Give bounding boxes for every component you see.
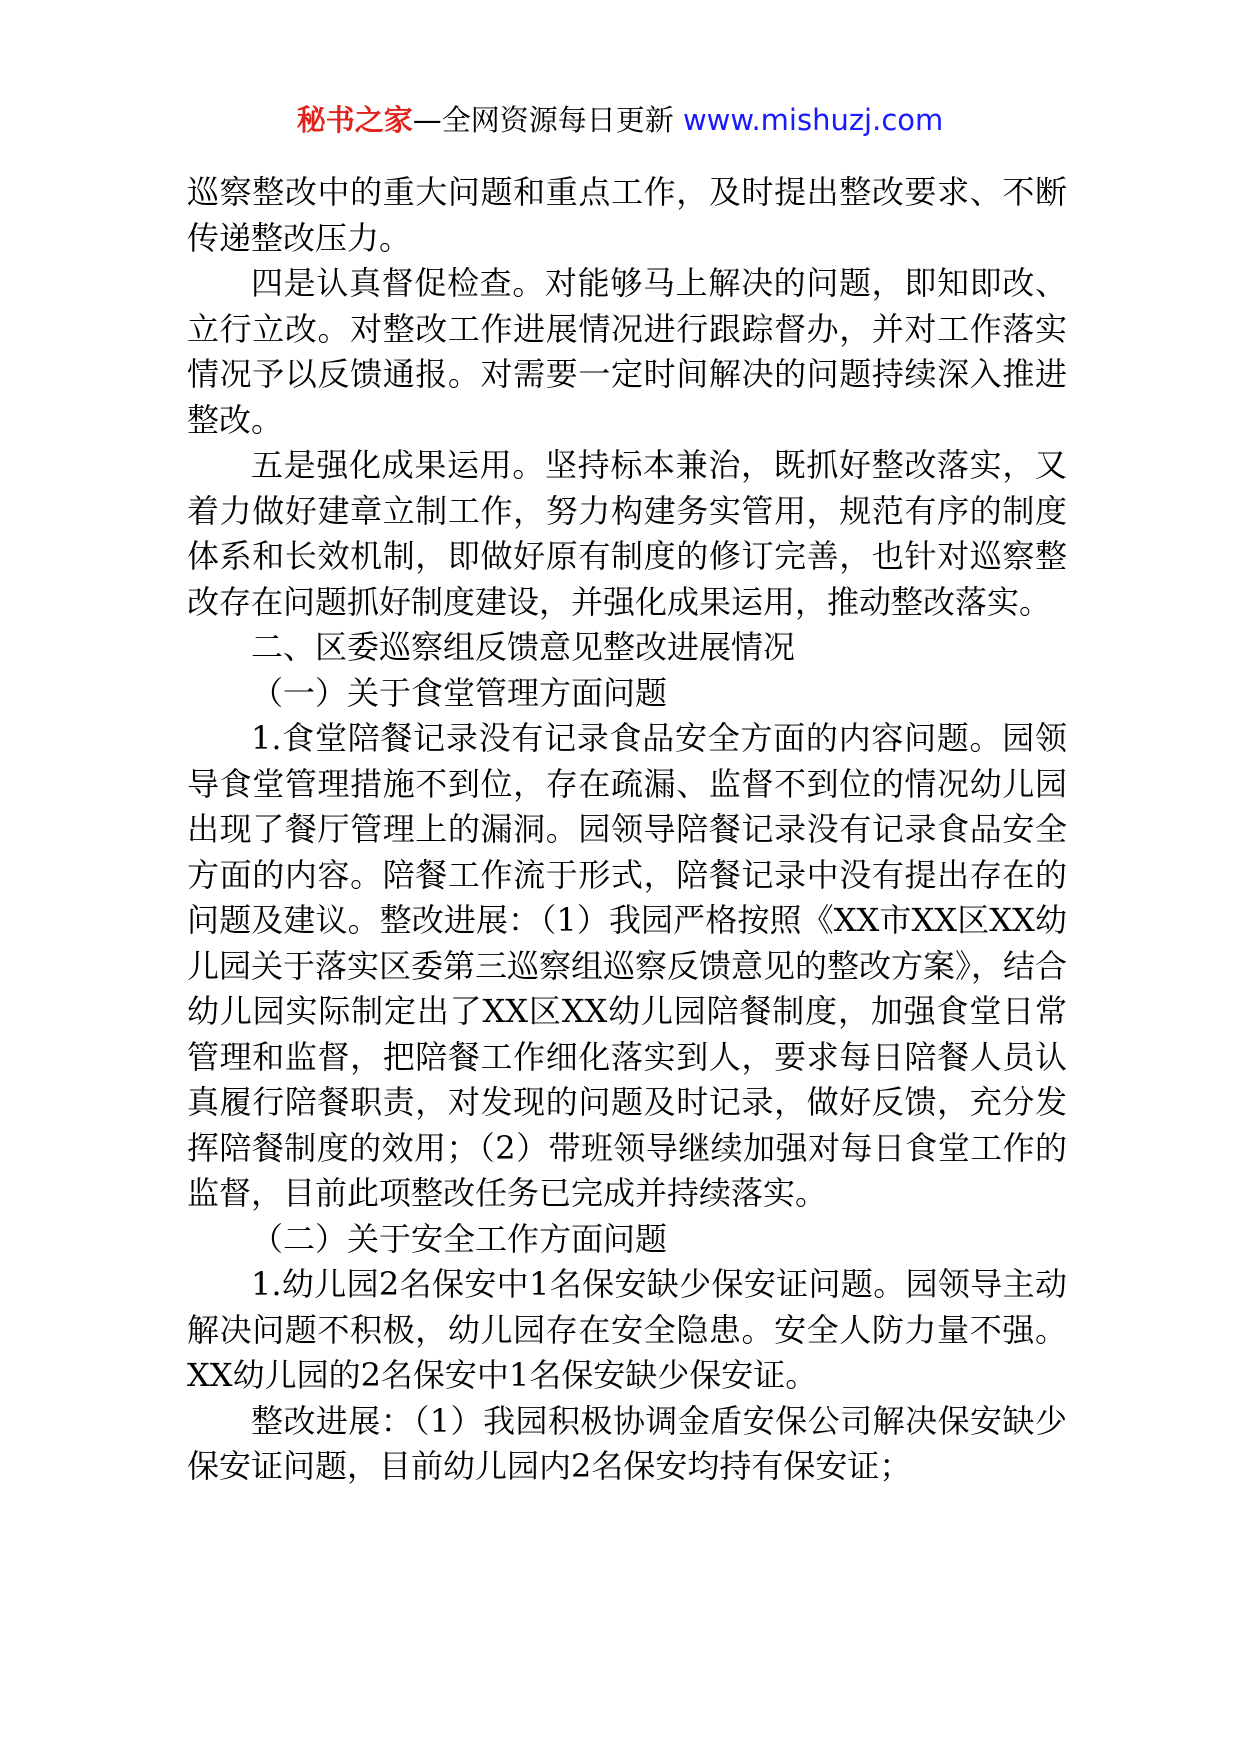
document-body bbox=[187, 170, 1067, 1490]
section-heading-2: 二、区委巡察组反馈意见整改进展情况 bbox=[251, 628, 796, 666]
paragraph-continuation: 巡察整改中的重大问题和重点工作，及时提出整改要求、不断传递整改压力。 bbox=[187, 173, 1067, 257]
paragraph-security-issue: 1.幼儿园2名保安中1名保安缺少保安证问题。园领导主动解决问题不积极，幼儿园存在安全隐患。安全人防力量不强。XX幼儿园的2名保安中1名保安缺少保安证。 bbox=[187, 1265, 1067, 1394]
site-header bbox=[0, 100, 1240, 140]
paragraph-item-4: 四是认真督促检查。对能够马上解决的问题，即知即改、立行立改。对整改工作进展情况进行跟踪督办，并对工作落实情况予以反馈通报。对需要一定时间解决的问题持续深入推进整改。 bbox=[187, 264, 1067, 439]
paragraph-canteen-issue: 1.食堂陪餐记录没有记录食品安全方面的内容问题。园领导食堂管理措施不到位，存在疏漏、监督不到位的情况幼儿园出现了餐厅管理上的漏洞。园领导陪餐记录没有记录食品安全方面的内容。陪餐工作流于形式，陪餐记录中没有提出存在的问题及建议。整改进展：（1）我园严格按照《XX市XX区XX幼儿园关于落实区委第三巡察组巡察反馈意见的整改方案》，结合幼儿园实际制定出了XX区XX幼儿园陪餐制度，加强食堂日常管理和监督，把陪餐工作细化落实到人，要求每日陪餐人员认真履行陪餐职责，对发现的问题及时记录，做好反馈，充分发挥陪餐制度的效用；（2）带班领导继续加强对每日食堂工作的监督，目前此项整改任务已完成并持续落实。 bbox=[187, 719, 1068, 1212]
paragraph-item-5: 五是强化成果运用。坚持标本兼治，既抓好整改落实，又着力做好建章立制工作，努力构建务实管用，规范有序的制度体系和长效机制，即做好原有制度的修订完善，也针对巡察整改存在问题抓好制度建设，并强化成果运用，推动整改落实。 bbox=[187, 446, 1067, 621]
subsection-heading-1: （一）关于食堂管理方面问题 bbox=[251, 673, 668, 712]
site-brand: 秘书之家 bbox=[296, 103, 413, 137]
site-tagline: —全网资源每日更新 bbox=[412, 103, 683, 137]
subsection-heading-2: （二）关于安全工作方面问题 bbox=[251, 1219, 668, 1258]
site-url-link[interactable]: www.mishuzj.com bbox=[682, 103, 944, 137]
paragraph-security-progress: 整改进展：（1）我园积极协调金盾安保公司解决保安缺少保安证问题，目前幼儿园内2名保安均持有保安证； bbox=[187, 1401, 1067, 1485]
